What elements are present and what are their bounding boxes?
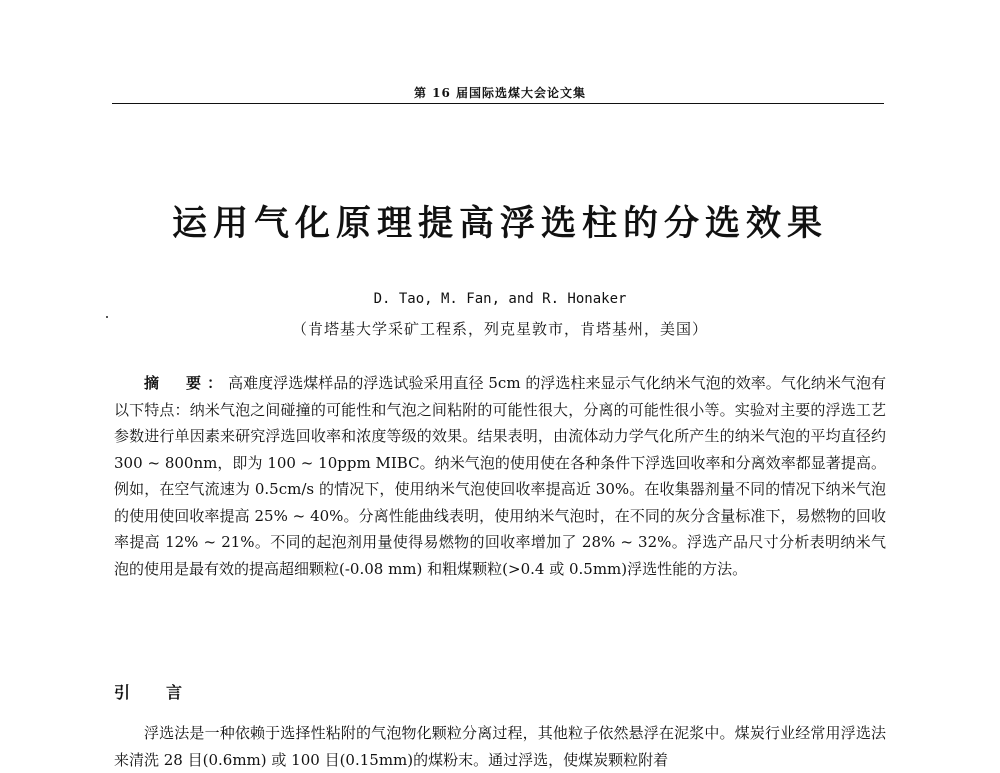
abstract [114, 370, 886, 582]
affiliation: （肯塔基大学采矿工程系，列克星敦市，肯塔基州，美国） [291, 320, 708, 338]
running-header: 第 16 届国际选煤大会论文集 [413, 86, 587, 100]
abstract-label: 摘 要： [144, 374, 229, 392]
abstract-text: 高难度浮选煤样品的浮选试验采用直径 5cm 的浮选柱来显示气化纳米气泡的效率。气化纳米气泡有以下特点：纳米气泡之间碰撞的可能性和气泡之间粘附的可能性很大，分离的可能性很小等。实验对主要的浮选工艺参数进行单因素来研究浮选回收率和浓度等级的效果。结果表明，由流体动力学气化所产生的纳米气泡的平均直径约 300 ~ 800nm，即为 100 ~ 10ppm MIBC。纳米气泡的使用使在各种条件下浮选回收率和分离效率都显著提高。例如，在空气流速为 0.5cm/s 的情况下，使用纳米气泡使回收率提高近 30%。在收集器剂量不同的情况下纳米气泡的使用使回收率提高 25% ~ 40%。分离性能曲线表明，使用纳米气泡时，在不同的灰分含量标准下，易燃物的回收率提高 12% ~ 21%。不同的起泡剂用量使得易燃物的回收率增加了 28% ~ 32%。浮选产品尺寸分析表明纳米气泡的使用是最有效的提高超细颗粒(-0.08 mm) 和粗煤颗粒(>0.4 或 0.5mm)浮选性能的方法。 [114, 374, 886, 578]
introduction-paragraph: 浮选法是一种依赖于选择性粘附的气泡物化颗粒分离过程，其他粒子依然悬浮在泥浆中。煤炭行业经常用浮选法来清洗 28 目(0.6mm) 或 100 目(0.15mm)的煤粉末。通过浮选，使煤炭颗粒附着 [114, 724, 886, 769]
header-rule [112, 103, 884, 104]
section-heading-introduction: 引 言 [114, 683, 193, 702]
paper-title: 运用气化原理提高浮选柱的分选效果 [171, 203, 828, 244]
authors: D. Tao, M. Fan, and R. Honaker [373, 291, 627, 307]
